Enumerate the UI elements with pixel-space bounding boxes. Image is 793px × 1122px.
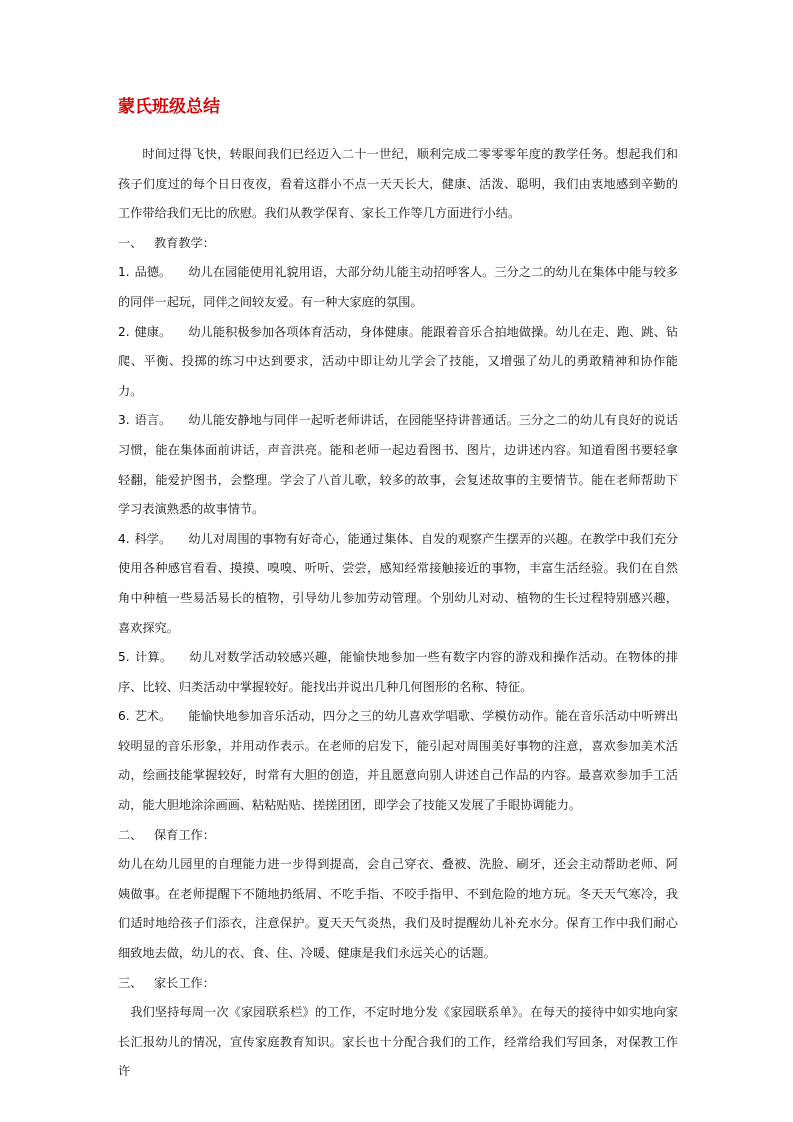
document-title: 蒙氏班级总结 xyxy=(118,97,220,117)
item-number: 1. xyxy=(118,265,130,280)
list-item xyxy=(118,702,678,820)
item-label: 健康。 xyxy=(134,324,172,339)
intro-paragraph: 时间过得飞快，转眼间我们已经迈入二十一世纪，顺利完成二零零零年度的教学任务。想起我们和孩子们度过的每个日日夜夜，看着这群小不点一天天长大，健康、活泼、聪明，我们由衷地感到辛勤的工作带给我们无比的欣慰。我们从教学保育、家长工作等几方面进行小结。 xyxy=(118,147,678,221)
item-label: 计算。 xyxy=(134,650,173,665)
item-text: 幼儿能积极参加各项体育活动，身体健康。能跟着音乐合拍地做操。幼儿在走、跑、跳、钻爬、平衡、投掷的练习中达到要求，活动中即让幼儿学会了技能，又增强了幼儿的勇敢精神和协作能力。 xyxy=(118,324,679,398)
item-text: 能愉快地参加音乐活动，四分之三的幼儿喜欢学唱歌、学模仿动作。能在音乐活动中听辨出较明显的音乐形象，并用动作表示。在老师的启发下，能引起对周围美好事物的注意，喜欢参加美术活动，绘画技能掌握较好，时常有大胆的创造，并且愿意向别人讲述自己作品的内容。最喜欢参加手工活动，能大胆地涂涂画画、粘粘贴贴、搓搓团团，即学会了技能又发展了手眼协调能力。 xyxy=(118,709,679,813)
item-text: 幼儿对周围的事物有好奇心，能通过集体、自发的观察产生摆弄的兴趣。在教学中我们充分使用各种感官看看、摸摸、嗅嗅、听听、尝尝，感知经常接触接近的事物，丰富生活经验。我们在自然角中种植一些易活易长的植物，引导幼儿参加劳动管理。个别幼儿对动、植物的生长过程特别感兴趣，喜欢探究。 xyxy=(118,531,679,635)
document-body xyxy=(118,140,678,1087)
list-item xyxy=(118,643,678,702)
list-item xyxy=(118,258,678,317)
item-text: 幼儿能安静地与同伴一起听老师讲话，在园能坚持讲普通话。三分之二的幼儿有良好的说话习惯，能在集体面前讲话，声音洪亮。能和老师一起边看图书、图片，边讲述内容。知道看图书要轻拿轻翻，能爱护图书，会整理。学会了八首儿歌，较多的故事，会复述故事的主要情节。能在老师帮助下学习表演熟悉的故事情节。 xyxy=(118,413,679,517)
list-item xyxy=(118,525,678,643)
section-heading-care: 二、 保育工作： xyxy=(118,827,215,842)
item-number: 3. xyxy=(118,413,130,428)
section-heading-parents: 三、 家长工作： xyxy=(118,975,215,990)
item-number: 6. xyxy=(118,709,130,724)
list-item xyxy=(118,406,678,524)
section-heading-education: 一、 教育教学： xyxy=(118,235,215,250)
item-text: 幼儿对数学活动较感兴趣，能愉快地参加一些有数字内容的游戏和操作活动。在物体的排序、比较、归类活动中掌握较好。能找出并说出几种几何图形的名称、特征。 xyxy=(118,650,679,694)
item-label: 艺术。 xyxy=(134,709,172,724)
item-label: 品德。 xyxy=(134,265,172,280)
item-number: 4. xyxy=(118,531,130,546)
item-number: 2. xyxy=(118,324,130,339)
list-item xyxy=(118,318,678,407)
item-label: 语言。 xyxy=(134,413,172,428)
care-paragraph: 幼儿在幼儿园里的自理能力进一步得到提高，会自己穿衣、叠被、洗脸、刷牙，还会主动帮助老师、阿姨做事。在老师提醒下不随地扔纸屑、不吃手指、不咬手指甲、不到危险的地方玩。冬天天气寒冷，我们适时地给孩子们添衣，注意保护。夏天天气炎热，我们及时提醒幼儿补充水分。保育工作中我们耐心细致地去做，幼儿的衣、食、住、冷暖、健康是我们永远关心的话题。 xyxy=(118,857,678,961)
item-text: 幼儿在园能使用礼貌用语，大部分幼儿能主动招呼客人。三分之二的幼儿在集体中能与较多的同伴一起玩，同伴之间较友爱。有一种大家庭的氛围。 xyxy=(118,265,679,309)
item-number: 5. xyxy=(118,650,130,665)
parents-paragraph: 我们坚持每周一次《家园联系栏》的工作，不定时地分发《家园联系单》。在每天的接待中如实地向家长汇报幼儿的情况，宣传家庭教育知识。家长也十分配合我们的工作，经常给我们写回条，对保教工作许 xyxy=(118,1005,678,1079)
item-label: 科学。 xyxy=(134,531,172,546)
